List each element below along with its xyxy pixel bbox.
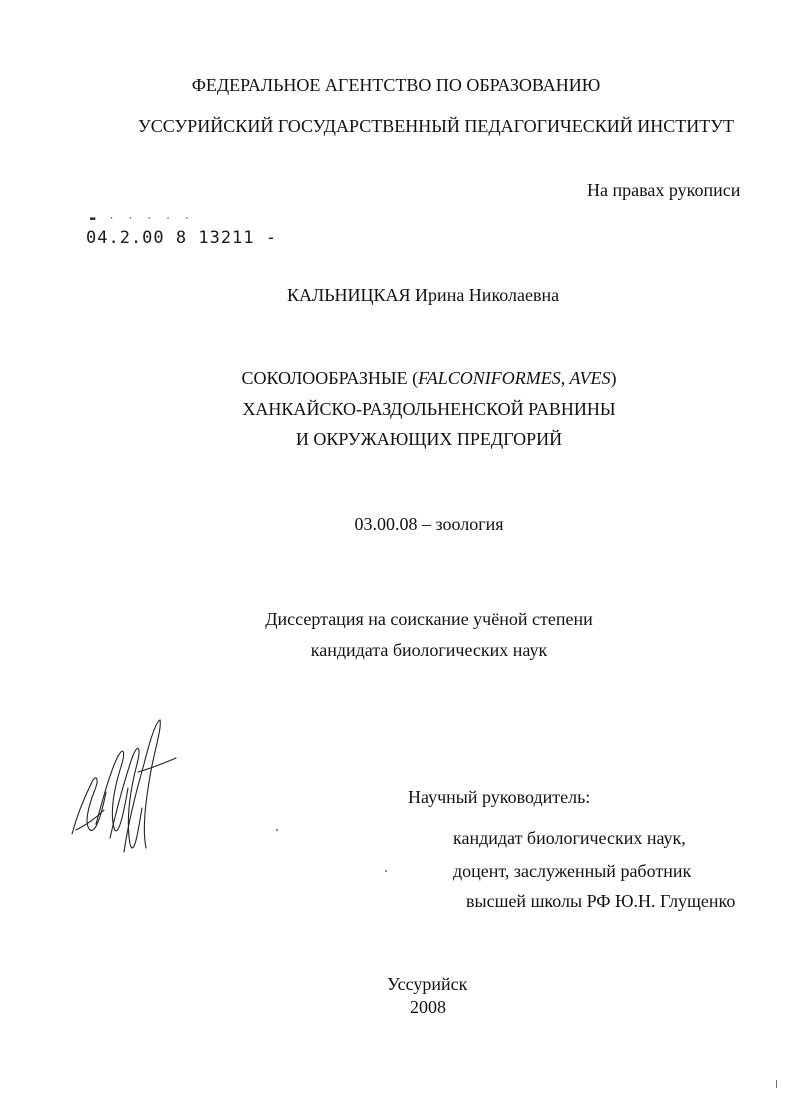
title-suffix: ) bbox=[610, 368, 617, 388]
archive-stamp-marks: ▬ · · · · · bbox=[90, 214, 194, 224]
city: Уссурийск bbox=[387, 974, 468, 994]
scan-speck bbox=[276, 829, 278, 831]
title-line-2: ХАНКАЙСКО-РАЗДОЛЬНЕНСКОЙ РАВНИНЫ bbox=[242, 399, 616, 419]
rights-note: На правах рукописи bbox=[587, 180, 741, 200]
signature-image bbox=[66, 712, 186, 862]
year: 2008 bbox=[410, 997, 446, 1017]
supervisor-label: Научный руководитель: bbox=[408, 787, 591, 807]
institute-title: УССУРИЙСКИЙ ГОСУДАРСТВЕННЫЙ ПЕДАГОГИЧЕСКИЙ ИНСТИТУТ bbox=[138, 116, 734, 136]
scan-speck bbox=[385, 870, 387, 872]
title-latin: FALCONIFORMES, AVES bbox=[418, 368, 611, 388]
degree-line-1: Диссертация на соискание учёной степени bbox=[265, 609, 593, 629]
supervisor-line-2: доцент, заслуженный работник bbox=[453, 861, 692, 881]
specialty-code: 03.00.08 – зоология bbox=[354, 514, 504, 534]
title-line-1 bbox=[33, 367, 792, 389]
supervisor-line-1: кандидат биологических наук, bbox=[453, 828, 686, 848]
scan-speck bbox=[776, 1080, 777, 1088]
title-line-3: И ОКРУЖАЮЩИХ ПРЕДГОРИЙ bbox=[295, 429, 563, 449]
archive-stamp: 04.2.00 8 13211 - bbox=[86, 228, 277, 248]
supervisor-line-3: высшей школы РФ Ю.Н. Глущенко bbox=[466, 891, 736, 911]
title-prefix: СОКОЛООБРАЗНЫЕ ( bbox=[241, 368, 419, 388]
author-name: КАЛЬНИЦКАЯ Ирина Николаевна bbox=[287, 285, 560, 305]
agency-title: ФЕДЕРАЛЬНОЕ АГЕНТСТВО ПО ОБРАЗОВАНИЮ bbox=[191, 75, 601, 95]
degree-line-2: кандидата биологических наук bbox=[310, 640, 548, 660]
